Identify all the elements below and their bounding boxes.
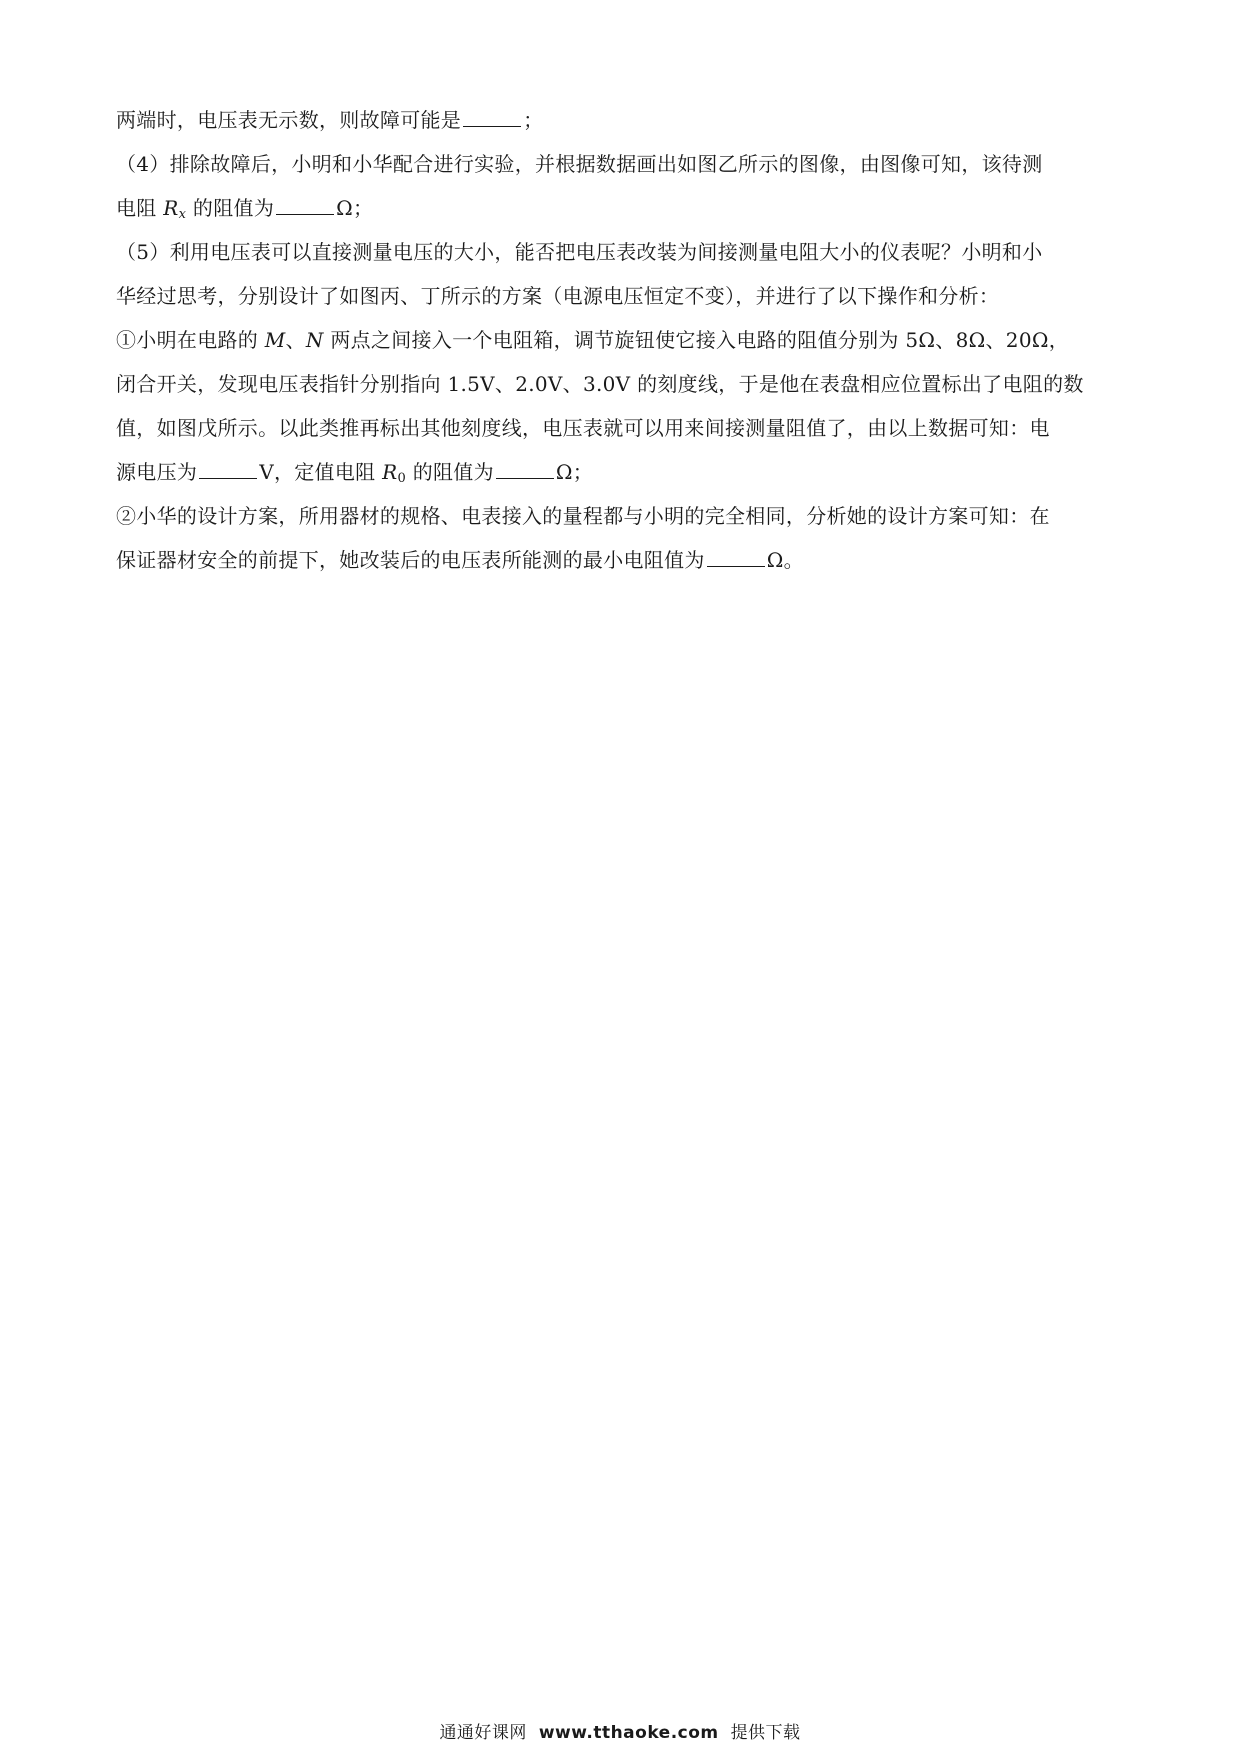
page-footer (0, 1718, 1240, 1743)
text-line: （4）排除故障后，小明和小华配合进行实验，并根据数据画出如图乙所示的图像，由图像可知，该待测 (116, 152, 1043, 176)
footer-site-name: 通通好课网 (439, 1723, 527, 1743)
footer-url-link[interactable]: www.tthaoke.com (538, 1723, 719, 1743)
text-line: 值，如图戊所示。以此类推再标出其他刻度线，电压表就可以用来间接测量阻值了，由以上数据可知：电 (116, 416, 1050, 440)
text-line: ①小明在电路的 M、N 两点之间接入一个电阻箱，调节旋钮使它接入电路的阻值分别为 5Ω、8Ω、20Ω， (116, 328, 1070, 352)
answer-blank[interactable] (276, 188, 334, 215)
text-line: 源电压为 V，定值电阻 $R_0$ 的阻值为 Ω； (116, 450, 1136, 494)
text-line: 两端时，电压表无示数，则故障可能是 ； (116, 98, 1136, 142)
text-line: 闭合开关，发现电压表指针分别指向 1.5V、2.0V、3.0V 的刻度线，于是他在表盘相应位置标出了电阻的数 (116, 372, 1084, 396)
answer-blank[interactable] (199, 452, 257, 479)
text-line: 电阻 $R_x$ 的阻值为 Ω； (116, 186, 1136, 230)
resistor-symbol: R (382, 460, 398, 484)
answer-blank[interactable] (463, 100, 521, 127)
answer-blank[interactable] (496, 452, 554, 479)
footer-download-text: 提供下载 (730, 1723, 801, 1743)
text-line: ②小华的设计方案，所用器材的规格、电表接入的量程都与小明的完全相同，分析她的设计方案可知：在 (116, 504, 1050, 528)
text-line: 华经过思考，分别设计了如图丙、丁所示的方案（电源电压恒定不变），并进行了以下操作和分析： (116, 284, 1000, 308)
answer-blank[interactable] (707, 540, 765, 567)
text-line: （5）利用电压表可以直接测量电压的大小，能否把电压表改装为间接测量电阻大小的仪表呢？小明和小 (116, 240, 1043, 264)
resistor-symbol: R (163, 196, 179, 220)
question-content (116, 98, 1136, 582)
text-line: 保证器材安全的前提下，她改装后的电压表所能测的最小电阻值为 Ω。 (116, 538, 1136, 582)
